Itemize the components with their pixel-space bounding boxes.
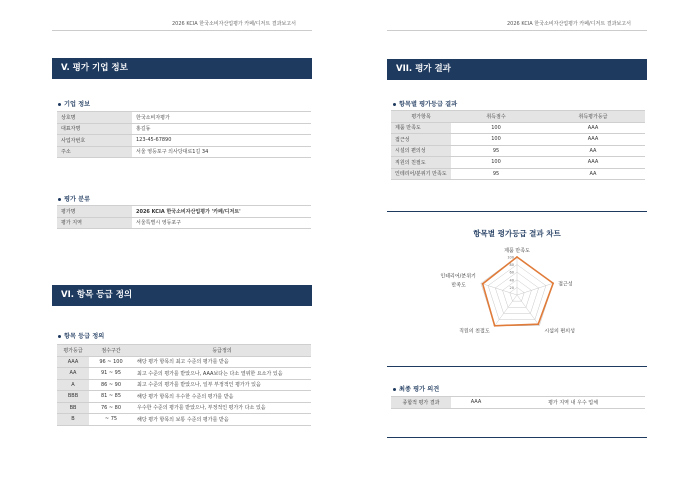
- cell-range: 91 ~ 95: [89, 368, 133, 380]
- table-row: [57, 146, 311, 158]
- table-row: [57, 414, 311, 426]
- section-divider: [387, 366, 647, 367]
- subhead-eval-category-label: 평가 분류: [64, 196, 91, 203]
- col-header: 점수구간: [89, 345, 133, 357]
- radar-tick-label: 80: [509, 263, 514, 268]
- cell-label: 상호명: [57, 112, 132, 124]
- table-header-row: [391, 111, 645, 123]
- cell-label: 평가 지역: [57, 217, 132, 229]
- subhead-eval-category: [58, 194, 90, 203]
- cell-value: 123-45-67890: [132, 135, 311, 147]
- table-row: [57, 368, 311, 380]
- table-row: [391, 157, 645, 169]
- header-divider-left: [52, 30, 312, 31]
- section-banner-company: V. 평가 기업 정보: [52, 58, 312, 79]
- grade-def-table: [57, 344, 311, 426]
- report-header-left: 2026 KCIA 한국소비자산업평가 카페/디저트 결과보고서: [172, 21, 296, 27]
- cell-grade: AA: [57, 368, 89, 380]
- col-header: 취득평가등급: [541, 111, 645, 123]
- chart-title: 항목별 평가등급 결과 차트: [473, 229, 561, 238]
- bullet-icon: [393, 103, 396, 106]
- table-row: [57, 135, 311, 147]
- cell-grade: AAA: [541, 157, 645, 169]
- cell-value: 서울특별시 영등포구: [132, 217, 311, 229]
- cell-score: 95: [451, 168, 541, 180]
- cell-grade: BB: [57, 402, 89, 414]
- cell-value: 홍길동: [132, 123, 311, 135]
- col-header: 평가항목: [391, 111, 451, 123]
- radar-data-point: [494, 325, 496, 327]
- radar-data-point: [552, 282, 554, 284]
- cell-grade: AAA: [57, 356, 89, 368]
- table-row: [57, 379, 311, 391]
- cell-range: ~ 75: [89, 414, 133, 426]
- table-row: [57, 123, 311, 135]
- table-row: [391, 122, 645, 134]
- cell-grade: AAA: [541, 134, 645, 146]
- cell-score: 100: [451, 134, 541, 146]
- table-row: [57, 217, 311, 229]
- radar-chart: [387, 240, 647, 360]
- table-row: [57, 356, 311, 368]
- header-divider-right: [387, 30, 647, 31]
- cell-grade: AAA: [451, 397, 501, 409]
- cell-range: 81 ~ 85: [89, 391, 133, 403]
- cell-score: 95: [451, 145, 541, 157]
- cell-score: 100: [451, 122, 541, 134]
- cell-value: 서울 영등포구 의사당대로1길 34: [132, 146, 311, 158]
- subhead-company-info-label: 기업 정보: [64, 101, 91, 108]
- cell-label: 대표자명: [57, 123, 132, 135]
- cell-grade: AA: [541, 145, 645, 157]
- subhead-final-opinion: [393, 384, 439, 393]
- col-header: 등급정의: [133, 345, 311, 357]
- cell-item: 직원의 친절도: [391, 157, 451, 169]
- cell-grade: BBB: [57, 391, 89, 403]
- bullet-icon: [393, 388, 396, 391]
- radar-spoke: [517, 283, 553, 295]
- radar-data-point: [516, 256, 518, 258]
- cell-item: 접근성: [391, 134, 451, 146]
- subhead-results: [393, 99, 457, 108]
- table-row: [57, 206, 311, 218]
- cell-grade: A: [57, 379, 89, 391]
- subhead-company-info: [58, 99, 90, 108]
- cell-def: 최고 수준의 평가를 받았으나, AAA보다는 다소 열위한 요소가 있음: [133, 368, 311, 380]
- radar-tick-label: 100: [507, 255, 514, 260]
- cell-item: 인테리어/분위기 만족도: [391, 168, 451, 180]
- cell-label: 평가명: [57, 206, 132, 218]
- section-banner-grade-def: VI. 항목 등급 정의: [52, 285, 312, 306]
- radar-category-label: 시설의 편의성: [544, 328, 575, 335]
- radar-data-point: [482, 283, 484, 285]
- table-row: [391, 168, 645, 180]
- results-table: [391, 110, 645, 180]
- cell-item: 제품 만족도: [391, 122, 451, 134]
- radar-category-label: 접근성: [558, 281, 573, 288]
- table-row: [391, 134, 645, 146]
- cell-range: 76 ~ 80: [89, 402, 133, 414]
- bullet-icon: [58, 198, 61, 201]
- cell-def: 우수한 수준의 평가를 받았으나, 부정적인 평가가 다소 있음: [133, 402, 311, 414]
- table-header-row: [57, 345, 311, 357]
- radar-spoke: [495, 295, 517, 326]
- radar-category-label: 제품 만족도: [504, 248, 530, 254]
- table-row: [57, 112, 311, 124]
- table-row: [57, 391, 311, 403]
- radar-category-label: 직원의 친절도: [459, 328, 490, 335]
- cell-grade: B: [57, 414, 89, 426]
- radar-tick-label: 20: [509, 285, 514, 290]
- subhead-grade-def-label: 항목 등급 정의: [64, 333, 105, 340]
- radar-data-point: [537, 323, 539, 325]
- report-header-right: 2026 KCIA 한국소비자산업평가 카페/디저트 결과보고서: [507, 21, 631, 27]
- radar-category-label: 인테리어/분위기 만족도: [440, 273, 476, 289]
- radar-spoke: [517, 295, 539, 326]
- cell-score: 100: [451, 157, 541, 169]
- cell-def: 최고 수준의 평가를 받았으나, 일부 부정적인 평가가 있음: [133, 379, 311, 391]
- cell-label: 종합적 평가 결과: [391, 397, 451, 409]
- section-divider: [387, 211, 647, 212]
- page-bottom-divider: [387, 437, 647, 438]
- cell-item: 시설의 편의성: [391, 145, 451, 157]
- cell-comment: 평가 지역 내 우수 업체: [501, 397, 645, 409]
- cell-value: 한국소비자평가: [132, 112, 311, 124]
- bullet-icon: [58, 335, 61, 338]
- table-row: [391, 397, 645, 409]
- company-info-table: [57, 111, 311, 158]
- cell-grade: AA: [541, 168, 645, 180]
- subhead-final-opinion-label: 최종 평가 의견: [399, 386, 440, 393]
- radar-tick-label: 60: [509, 270, 514, 275]
- bullet-icon: [58, 103, 61, 106]
- cell-label: 사업자번호: [57, 135, 132, 147]
- final-opinion-table: [391, 396, 645, 409]
- cell-range: 86 ~ 90: [89, 379, 133, 391]
- subhead-results-label: 항목별 평가등급 결과: [399, 101, 458, 108]
- cell-grade: AAA: [541, 122, 645, 134]
- cell-def: 해당 평가 항목의 보통 수준의 평가를 받음: [133, 414, 311, 426]
- eval-category-table: [57, 205, 311, 229]
- cell-range: 96 ~ 100: [89, 356, 133, 368]
- col-header: 취득점수: [451, 111, 541, 123]
- cell-def: 해당 평가 항목의 최고 수준의 평가를 받음: [133, 356, 311, 368]
- cell-label: 주소: [57, 146, 132, 158]
- section-banner-results: VII. 평가 결과: [387, 59, 647, 80]
- table-row: [57, 402, 311, 414]
- subhead-grade-def: [58, 331, 104, 340]
- cell-def: 해당 평가 항목의 우수한 수준의 평가를 받음: [133, 391, 311, 403]
- col-header: 평가등급: [57, 345, 89, 357]
- table-row: [391, 145, 645, 157]
- cell-value: 2026 KCIA 한국소비자산업평가 '카페/디저트': [132, 206, 311, 218]
- radar-tick-label: 40: [509, 278, 514, 283]
